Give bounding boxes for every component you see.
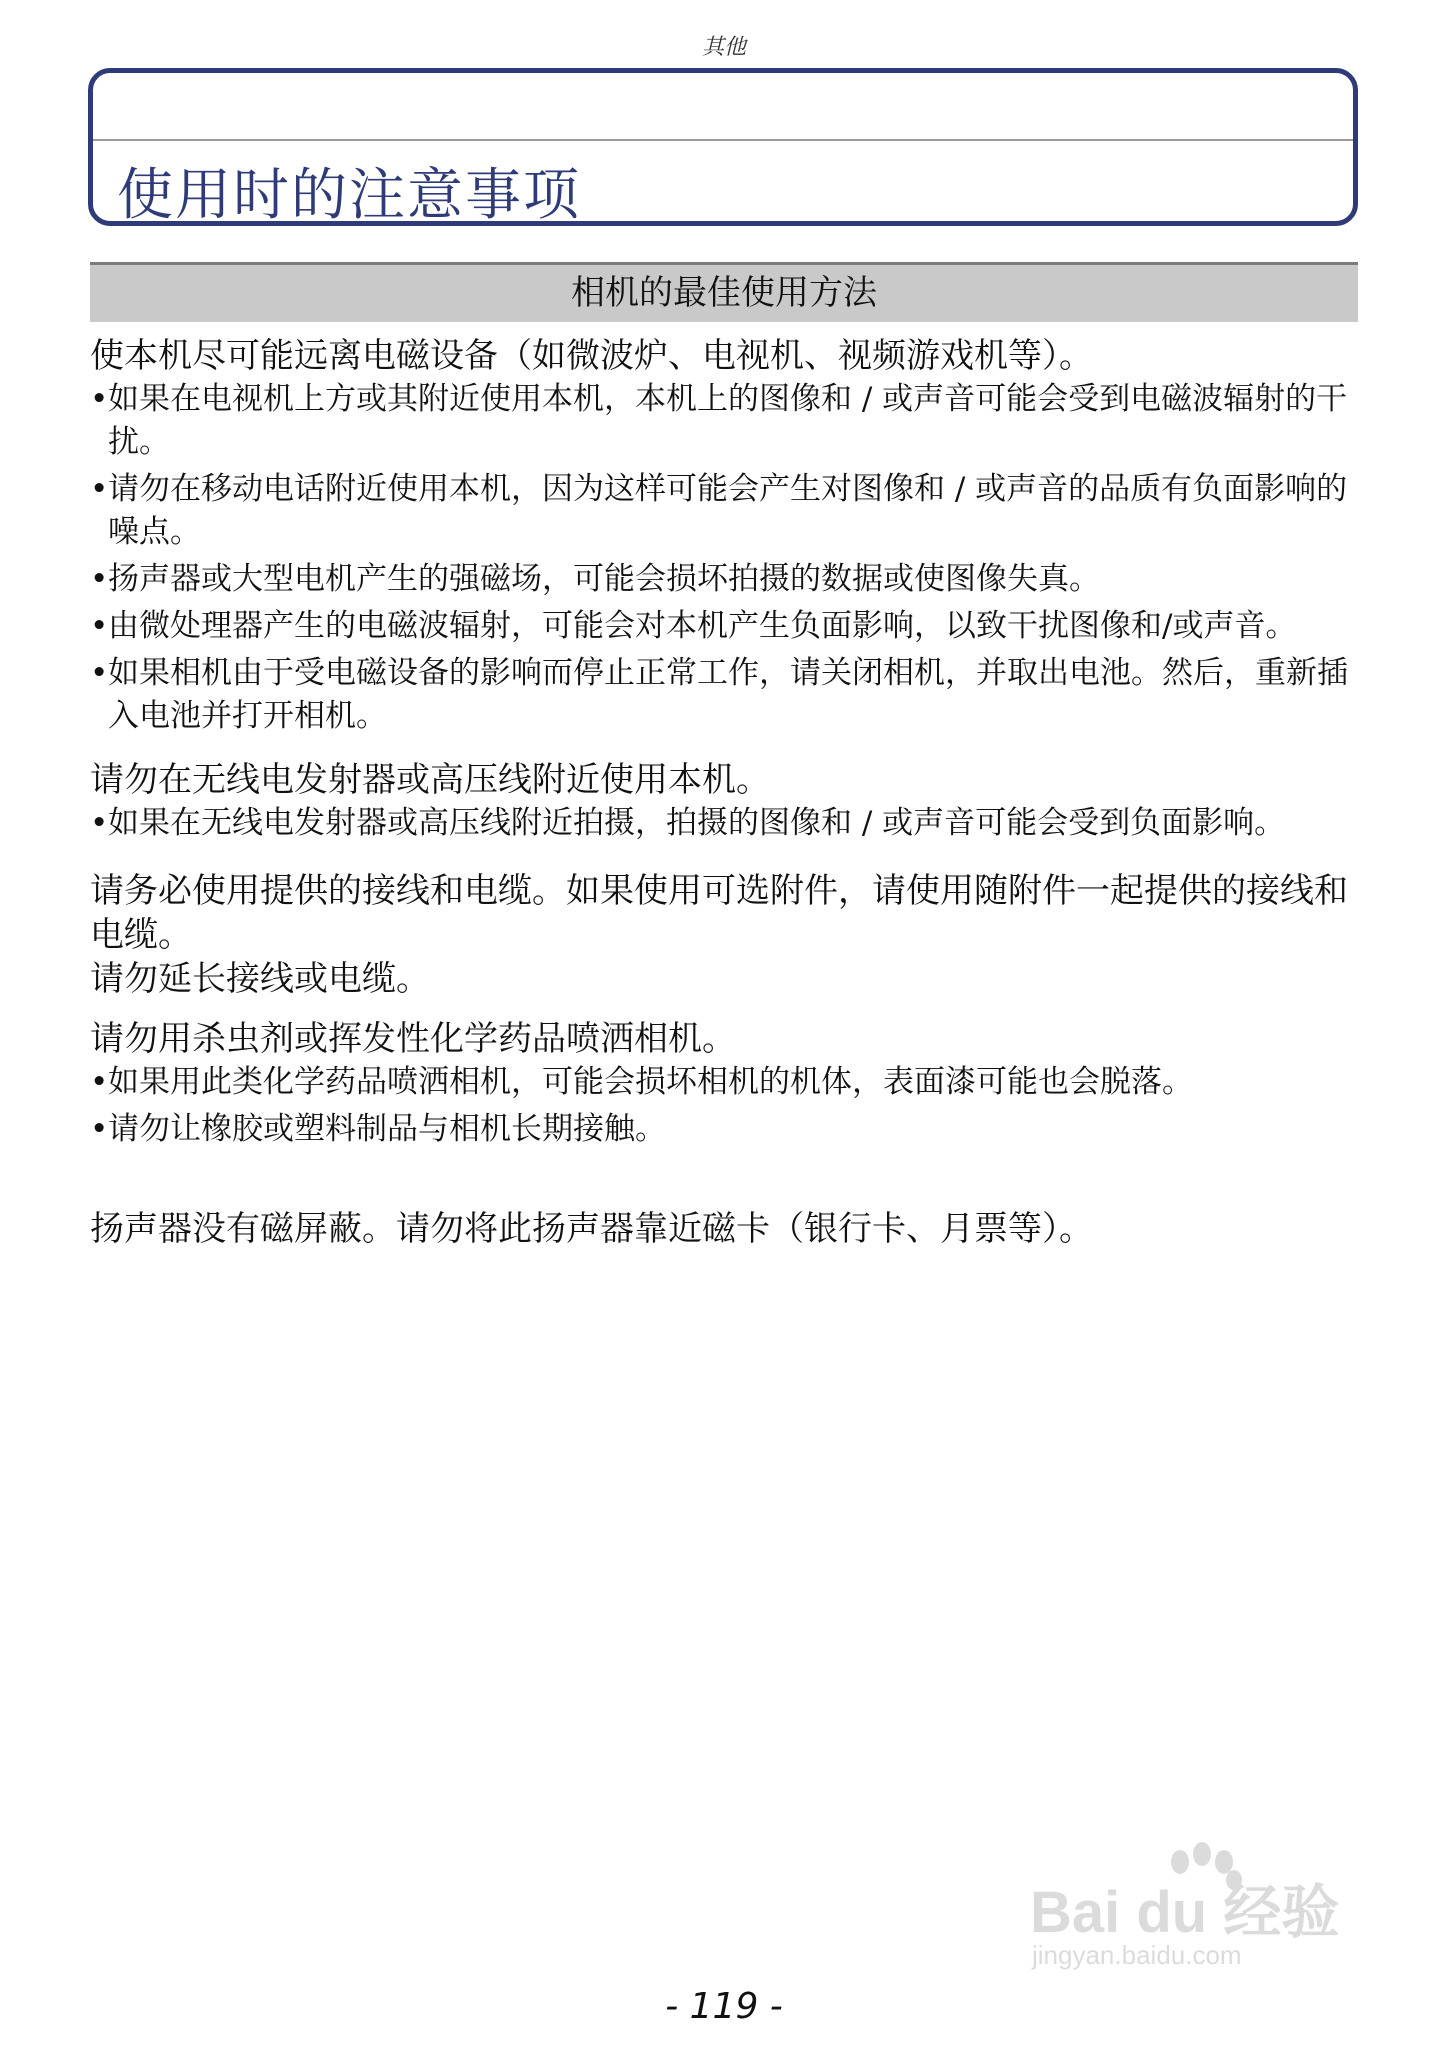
watermark-brand: Bai du 经验 [1030,1880,1340,1945]
page-title: 使用时的注意事项 [117,163,581,228]
watermark-url: jingyan.baidu.com [1032,1940,1242,1970]
list-item: • 由微处理器产生的电磁波辐射，可能会对本机产生负面影响，以致干扰图像和/或声音。 [90,608,1297,644]
list-item: • 如果相机由于受电磁设备的影响而停止正常工作，请关闭相机，并取出电池。然后，重新插入电池并打开相机。 [90,655,1348,734]
block-cables [90,869,1360,1001]
page-number: - 119 - [665,1986,783,2027]
list-item: • 扬声器或大型电机产生的强磁场，可能会损坏拍摄的数据或使图像失真。 [90,561,1100,597]
content-body [90,334,1360,1251]
block-heading: 扬声器没有磁屏蔽。请勿将此扬声器靠近磁卡（银行卡、月票等）。 [90,1209,1093,1249]
block-radio-transmitter [90,758,1360,845]
bullet-list [90,1061,1360,1151]
baidu-watermark-logo [1030,1840,1360,1970]
block-heading: 使本机尽可能远离电磁设备（如微波炉、电视机、视频游戏机等）。 [90,336,1093,376]
list-item: • 如果在电视机上方或其附近使用本机，本机上的图像和 / 或声音可能会受到电磁波辐射的干扰。 [90,381,1348,460]
block-electromagnetic [90,334,1360,738]
section-heading-bar: 相机的最佳使用方法 [90,262,1358,322]
title-divider [93,139,1353,141]
list-item: • 如果在无线电发射器或高压线附近拍摄，拍摄的图像和 / 或声音可能会受到负面影响。 [90,805,1286,841]
list-item: • 请勿让橡胶或塑料制品与相机长期接触。 [90,1111,666,1147]
block-heading-secondary: 请勿延长接线或电缆。 [90,959,430,999]
block-heading: 请勿用杀虫剂或挥发性化学药品喷洒相机。 [90,1019,736,1059]
block-heading: 请务必使用提供的接线和电缆。如果使用可选附件，请使用随附件一起提供的接线和电缆。 [90,871,1348,955]
bullet-list [90,378,1360,738]
block-speaker [90,1207,1360,1251]
title-frame [88,68,1358,226]
list-item: • 请勿在移动电话附近使用本机，因为这样可能会产生对图像和 / 或声音的品质有负面影响的噪点。 [90,471,1348,550]
bullet-list [90,802,1360,845]
section-label: 其他 [701,35,746,60]
list-item: • 如果用此类化学药品喷洒相机，可能会损坏相机的机体，表面漆可能也会脱落。 [90,1064,1193,1100]
block-heading: 请勿在无线电发射器或高压线附近使用本机。 [90,760,770,800]
block-chemicals [90,1017,1360,1151]
